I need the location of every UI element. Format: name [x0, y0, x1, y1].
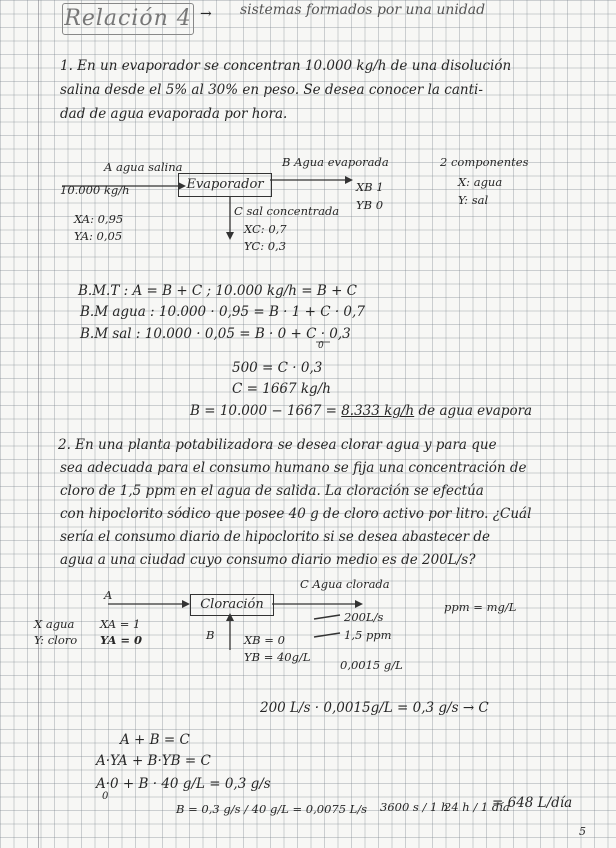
final-conv-hours: 3600 s / 1 h [380, 800, 449, 814]
chlorination-box: Cloración [190, 594, 274, 616]
problem2-line-5: sería el consumo diario de hipoclorito si se desea abastecer de [60, 529, 491, 545]
balance-total: B.M.T : A = B + C ; 10.000 kg/h = B + C [78, 283, 358, 299]
page-subtitle: sistemas formados por una unidad [240, 2, 486, 18]
title-arrow: → [200, 6, 212, 22]
equation-b-lhs: B = 10.000 − 1667 = [190, 403, 337, 419]
p2-eq-chlorine: A·YA + B·YB = C [96, 753, 211, 769]
ya-label: YA: 0,05 [74, 229, 123, 243]
y-cloro-label: Y: cloro [34, 633, 78, 647]
equation-b-result: 8.333 kg/h [341, 403, 415, 419]
equation-b-rest: de agua evapora [418, 403, 533, 419]
stream-b-label: B Agua evaporada [282, 155, 389, 169]
c-conversion-label: 0,0015 g/L [340, 658, 403, 672]
p2-stream-a-label: A [104, 588, 113, 602]
equation-b [190, 403, 532, 419]
problem1-line-1: 1. En un evaporador se concentran 10.000 kg/h de una disolución [60, 58, 512, 74]
p2-eq-total: A + B = C [120, 732, 190, 748]
stream-c-label: C sal concentrada [234, 204, 340, 218]
p2-zero-note: 0 [102, 791, 109, 802]
x-agua-label: X agua [34, 617, 75, 631]
component-y: Y: sal [458, 193, 489, 207]
problem2-line-2: sea adecuada para el consumo humano se fija una concentración de [60, 460, 527, 476]
p2-xa-label: XA = 1 [100, 617, 141, 631]
evaporator-box: Evaporador [178, 173, 272, 197]
p2-ya-label: YA = 0 [100, 633, 143, 647]
problem2-line-3: cloro de 1,5 ppm en el agua de salida. La cloración se efectúa [60, 483, 484, 499]
balance-salt: B.M sal : 10.000 · 0,05 = B · 0 + C · 0,3 [80, 326, 351, 342]
xb-label: XB 1 [356, 180, 384, 194]
problem2-line-6: agua a una ciudad cuyo consumo diario medio es de 200L/s? [60, 552, 476, 568]
page-number: 5 [579, 825, 586, 838]
p2-stream-b-label: B [206, 628, 215, 642]
xc-label: XC: 0,7 [244, 222, 287, 236]
p2-xb-label: XB = 0 [244, 633, 285, 647]
equation-500: 500 = C · 0,3 [232, 360, 323, 376]
stream-a-label: A agua salina [104, 160, 183, 174]
yb-label: YB 0 [356, 198, 384, 212]
equation-c: C = 1667 kg/h [232, 381, 331, 397]
final-b-calc: B = 0,3 g/s / 40 g/L = 0,0075 L/s [176, 802, 368, 816]
balance-water: B.M agua : 10.000 · 0,95 = B · 1 + C · 0,7 [80, 304, 365, 320]
calc-c-flow: 200 L/s · 0,0015g/L = 0,3 g/s → C [260, 700, 489, 716]
xa-label: XA: 0,95 [74, 212, 124, 226]
problem1-line-3: dad de agua evaporada por hora. [60, 106, 288, 122]
problem2-line-1: 2. En una planta potabilizadora se desea clorar agua y para que [58, 437, 497, 453]
p2-eq-substituted: A·0 + B · 40 g/L = 0,3 g/s [96, 776, 271, 792]
c-flow-label: 200L/s [344, 610, 384, 624]
ppm-definition: ppm = mg/L [444, 600, 517, 614]
yc-label: YC: 0,3 [244, 239, 287, 253]
final-conv-days: 24 h / 1 día [444, 800, 510, 814]
final-result: = 648 L/día [492, 795, 573, 811]
components-title: 2 componentes [440, 155, 529, 169]
component-x: X: agua [458, 175, 503, 189]
problem1-line-2: salina desde el 5% al 30% en peso. Se desea conocer la canti- [60, 82, 483, 98]
p2-stream-c-label: C Agua clorada [300, 577, 390, 591]
page-title: Relación 4 [62, 3, 194, 35]
zero-note: 0 [318, 341, 324, 351]
p2-yb-label: YB = 40g/L [244, 650, 311, 664]
feed-rate-label: 10.000 kg/h [60, 183, 130, 197]
problem2-line-4: con hipoclorito sódico que posee 40 g de cloro activo por litro. ¿Cuál [60, 506, 532, 522]
c-ppm-label: 1,5 ppm [344, 628, 392, 642]
